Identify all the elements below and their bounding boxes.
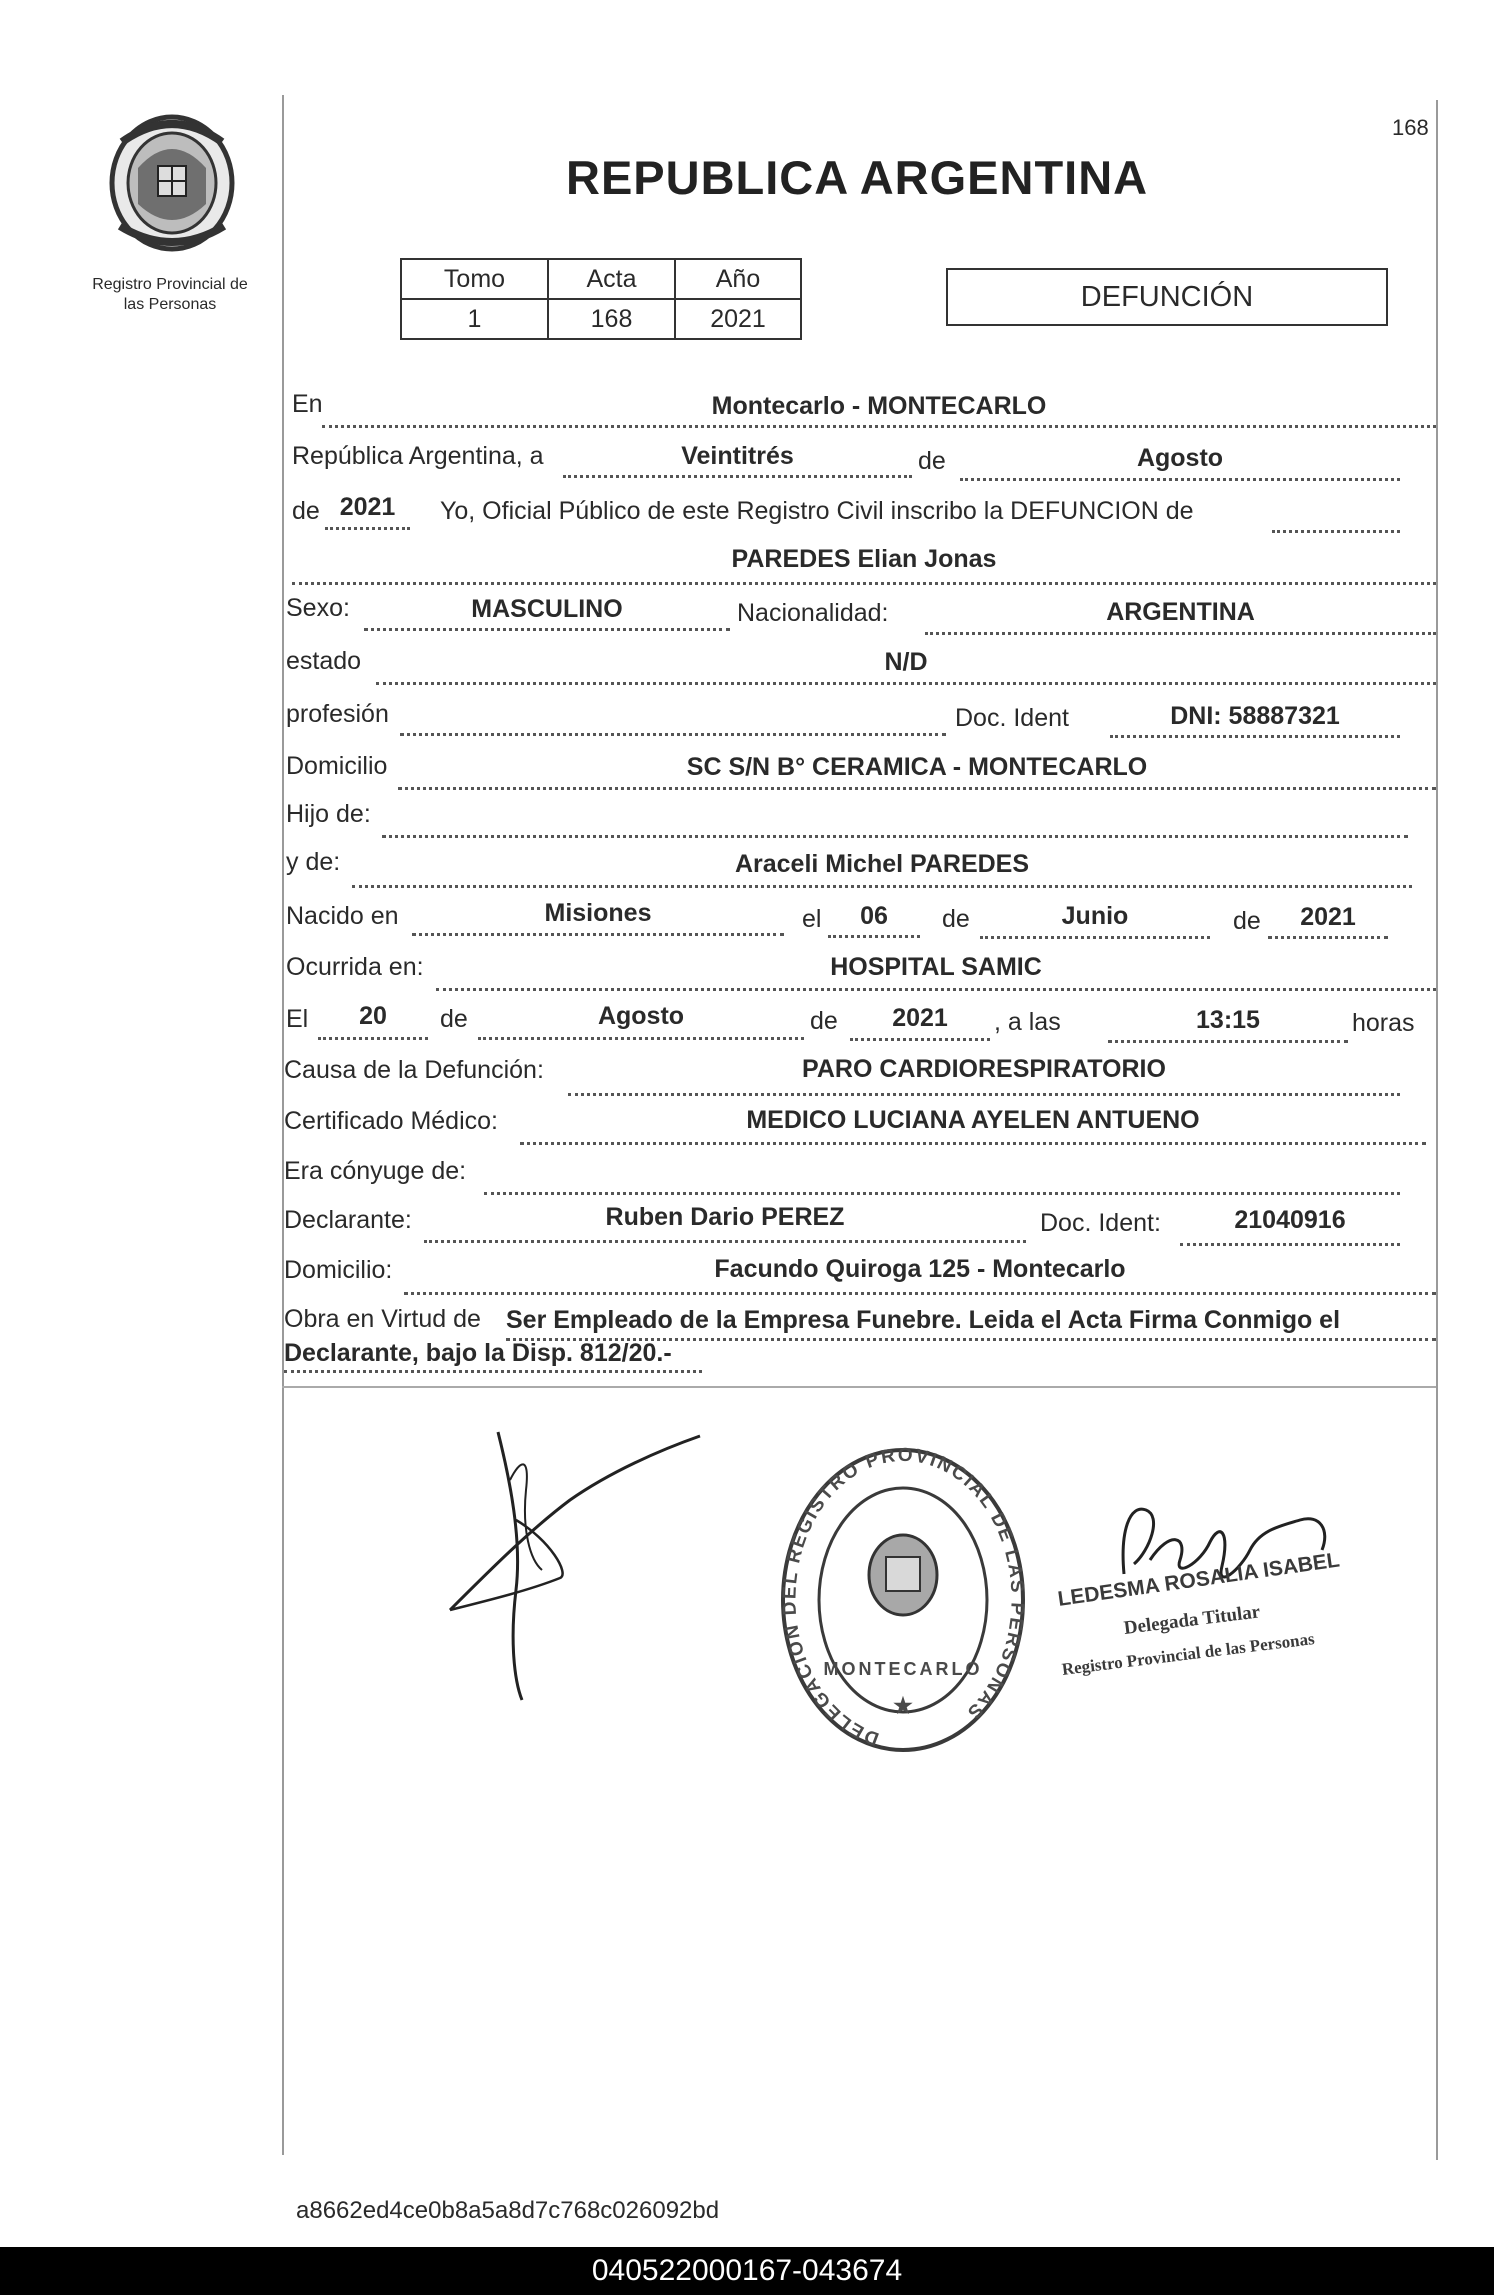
- label-a-las: , a las: [994, 1008, 1061, 1036]
- dotline-def-mes: [478, 1037, 804, 1040]
- dotline-dni: [1110, 735, 1400, 738]
- dotline-declarante: [424, 1240, 1026, 1243]
- label-el: el: [802, 905, 822, 933]
- dotline-domicilio: [398, 787, 1436, 790]
- value-nacionalidad: ARGENTINA: [1106, 598, 1255, 626]
- registry-label: [70, 275, 270, 315]
- label-ocurrida-en: Ocurrida en:: [286, 953, 424, 981]
- label-causa: Causa de la Defunción:: [284, 1056, 544, 1084]
- label-el-cap: El: [286, 1005, 309, 1033]
- value-certificado: MEDICO LUCIANA AYELEN ANTUENO: [746, 1106, 1200, 1134]
- label-domicilio-2: Domicilio:: [284, 1256, 393, 1284]
- value-sexo: MASCULINO: [471, 595, 623, 623]
- value-nombre: PAREDES Elian Jonas: [731, 545, 997, 573]
- dotline-def-dia: [318, 1037, 428, 1040]
- value-obra-line1: Ser Empleado de la Empresa Funebre. Leida el Acta Firma Conmigo el: [506, 1306, 1341, 1334]
- record-table: [400, 258, 802, 340]
- label-en: En: [292, 390, 323, 418]
- value-def-anio: 2021: [892, 1004, 948, 1032]
- dotline-anio: [325, 527, 410, 530]
- label-de-6: de: [810, 1007, 838, 1035]
- dotline-nacido-mes: [980, 936, 1210, 939]
- document-title: REPUBLICA ARGENTINA: [566, 151, 1149, 204]
- dotline-nombre: [292, 582, 1436, 585]
- label-declarante: Declarante:: [284, 1206, 412, 1234]
- dotline-def-anio: [850, 1038, 990, 1041]
- value-anio: 2021: [675, 299, 801, 339]
- value-def-hora: 13:15: [1196, 1006, 1260, 1034]
- official-name: LEDESMA ROSALIA ISABEL: [1056, 1548, 1342, 1611]
- value-domicilio: SC S/N B° CERAMICA - MONTECARLO: [686, 753, 1148, 781]
- label-de-1: de: [918, 447, 946, 475]
- value-dni: DNI: 58887321: [1170, 702, 1340, 730]
- dotline-nacionalidad: [925, 632, 1436, 635]
- value-y-de: Araceli Michel PAREDES: [734, 850, 1030, 878]
- dotline-obra-2: [284, 1370, 702, 1373]
- registry-label-line2: las Personas: [123, 296, 217, 313]
- header-tomo: Tomo: [401, 259, 548, 299]
- record-value-row: [401, 299, 801, 339]
- stamp-arc-text: DELEGACION DEL REGISTRO PROVINCIAL DE LAS PERSONAS: [779, 1445, 1028, 1750]
- label-hijo-de: Hijo de:: [286, 800, 371, 828]
- label-nacido-en: Nacido en: [286, 902, 399, 930]
- registry-label-line1: Registro Provincial de: [92, 276, 248, 293]
- right-margin-line: [1436, 100, 1438, 2160]
- dotline-nacido-lugar: [412, 933, 784, 936]
- official-role: Delegada Titular: [1122, 1601, 1262, 1639]
- declarant-signature-icon: [430, 1420, 710, 1710]
- label-de-3: de: [942, 905, 970, 933]
- value-estado: N/D: [884, 648, 928, 676]
- section-divider: [282, 1386, 1436, 1388]
- header-acta: Acta: [548, 259, 675, 299]
- dotline-declarante-domicilio: [404, 1292, 1436, 1295]
- value-causa: PARO CARDIORESPIRATORIO: [802, 1055, 1166, 1083]
- misiones-seal-icon: [100, 108, 245, 258]
- label-profesion: profesión: [286, 700, 389, 728]
- value-nacido-dia: 06: [860, 902, 888, 930]
- label-de-5: de: [440, 1005, 468, 1033]
- value-anio: 2021: [339, 493, 396, 521]
- label-doc-ident: Doc. Ident: [955, 704, 1069, 732]
- dotline-ocurrida: [436, 988, 1436, 991]
- label-nacionalidad: Nacionalidad:: [737, 599, 889, 627]
- label-obra: Obra en Virtud de: [284, 1305, 481, 1333]
- label-de-2: de: [292, 497, 320, 525]
- dotline-estado: [376, 682, 1436, 685]
- label-conyuge: Era cónyuge de:: [284, 1157, 467, 1185]
- record-header-row: [401, 259, 801, 299]
- dotline-hijo-de: [382, 835, 1408, 838]
- dotline-declarante-doc: [1180, 1243, 1400, 1246]
- dotline-conyuge: [484, 1192, 1400, 1195]
- document-code-bar: 040522000167-043674: [0, 2247, 1494, 2295]
- label-doc-ident-2: Doc. Ident:: [1040, 1209, 1161, 1237]
- value-lugar: Montecarlo - MONTECARLO: [711, 392, 1047, 420]
- label-horas: horas: [1352, 1009, 1415, 1037]
- label-y-de: y de:: [286, 848, 341, 876]
- dotline-certificado: [520, 1142, 1426, 1145]
- label-estado: estado: [286, 647, 362, 675]
- value-dia: Veintitrés: [681, 442, 794, 470]
- value-acta: 168: [548, 299, 675, 339]
- dotline-def-hora: [1108, 1040, 1348, 1043]
- dotline-y-de: [352, 885, 1412, 888]
- value-ocurrida: HOSPITAL SAMIC: [830, 953, 1042, 981]
- record-type-box: DEFUNCIÓN: [946, 268, 1388, 326]
- value-def-mes: Agosto: [597, 1002, 685, 1030]
- label-sexo: Sexo:: [286, 594, 350, 622]
- dotline-causa: [568, 1093, 1400, 1096]
- label-republica: República Argentina, a: [292, 442, 544, 470]
- value-declarante-domicilio: Facundo Quiroga 125 - Montecarlo: [714, 1255, 1126, 1283]
- page-number: 168: [1392, 115, 1429, 140]
- dotline-nacido-dia: [828, 935, 920, 938]
- label-yo: Yo, Oficial Público de este Registro Civil inscribo la DEFUNCION de: [440, 497, 1194, 525]
- value-declarante: Ruben Dario PEREZ: [605, 1203, 845, 1231]
- value-nacido-anio: 2021: [1300, 903, 1356, 931]
- value-tomo: 1: [401, 299, 548, 339]
- registry-stamp-icon: [778, 1445, 1028, 1755]
- dotline-lugar: [322, 425, 1436, 428]
- dotline-yo-end: [1272, 530, 1400, 533]
- label-de-4: de: [1233, 907, 1261, 935]
- value-obra-line2: Declarante, bajo la Disp. 812/20.-: [284, 1339, 672, 1367]
- stamp-bottom-text: MONTECARLO: [823, 1659, 983, 1679]
- value-mes: Agosto: [1136, 444, 1224, 472]
- value-nacido-mes: Junio: [1061, 902, 1129, 930]
- dotline-sexo: [364, 628, 730, 631]
- dotline-profesion: [400, 733, 946, 736]
- dotline-mes: [960, 478, 1400, 481]
- value-def-dia: 20: [359, 1002, 387, 1030]
- value-nacido-lugar: Misiones: [544, 899, 652, 927]
- label-certificado: Certificado Médico:: [284, 1107, 498, 1135]
- svg-text:★: ★: [893, 1693, 913, 1718]
- official-office: Registro Provincial de las Personas: [1060, 1629, 1316, 1679]
- value-declarante-doc: 21040916: [1234, 1206, 1346, 1234]
- dotline-dia: [563, 475, 912, 478]
- header-anio: Año: [675, 259, 801, 299]
- label-domicilio: Domicilio: [286, 752, 388, 780]
- document-hash: a8662ed4ce0b8a5a8d7c768c026092bd: [296, 2197, 720, 2224]
- dotline-nacido-anio: [1268, 936, 1388, 939]
- official-signature-icon: [1110, 1490, 1390, 1620]
